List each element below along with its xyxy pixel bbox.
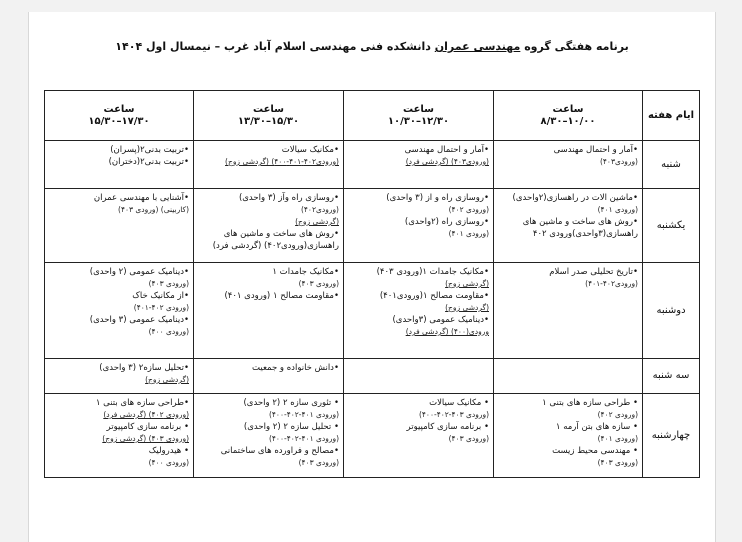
course-note: (ورودی ۴۰۳) <box>298 458 339 467</box>
course-name: • برنامه سازی کامپیوتر <box>406 422 489 432</box>
course-note: (ورودی ۴۰۰) <box>148 458 189 467</box>
course-name: •روش های ساخت و ماشین های <box>223 229 339 239</box>
schedule-row <box>45 189 700 263</box>
course-name: راهسازی(۳واحدی)ورودی ۴۰۲ <box>532 229 638 239</box>
course-note: (ورودی ۴۰۲) (گردشی فرد) <box>103 410 189 419</box>
slot-header <box>45 91 194 141</box>
day-cell: شنبه <box>643 141 700 189</box>
course-name: • مهندسی محیط زیست <box>552 446 638 456</box>
course-name: •روسازی راه (۲واحدی) <box>404 217 489 227</box>
course-note: (ورودی ۴۰۱) <box>597 205 638 214</box>
course-cell <box>344 141 494 189</box>
course-name: • طراحی سازه های بتنی ۱ <box>542 398 638 408</box>
course-note: (ورودی ۴۰۳) <box>148 279 189 288</box>
slot-label: ساعت <box>103 103 135 115</box>
schedule-table <box>44 90 700 478</box>
course-name: • مکانیک سیالات <box>429 398 489 408</box>
day-cell: یکشنبه <box>643 189 700 263</box>
course-note: (گردشی زوج) <box>445 303 489 312</box>
course-note: (ورودی ۴۰۲) <box>448 205 489 214</box>
course-note: (ورودی ۴۰۳-۴۰۲-۴۰۰) <box>418 410 489 419</box>
course-cell <box>494 141 643 189</box>
course-name: •روش های ساخت و ماشین های <box>522 217 638 227</box>
slot-time: ۱۰/۳۰–۱۲/۳۰ <box>387 115 450 127</box>
slot-label: ساعت <box>552 103 584 115</box>
course-note: (ورودی ۴۰۱-۴۰۲-۴۰۰) <box>268 410 339 419</box>
slot-time: ۸/۳۰–۱۰/۰۰ <box>540 115 596 127</box>
course-name: •دینامیک عمومی (۳واحدی) <box>392 315 489 325</box>
course-name: • تحلیل سازه ۲ (۲ واحدی) <box>243 422 339 432</box>
slot-label: ساعت <box>252 103 284 115</box>
course-note: (ورودی۴۰۳) (گردشی فرد) <box>405 157 489 166</box>
course-cell <box>45 263 194 359</box>
course-name: •تربیت بدنی۲(پسران) <box>110 145 189 155</box>
course-name: •آشنایی با مهندسی عمران <box>93 193 189 203</box>
course-note: (ورودی ۴۰۱) <box>597 434 638 443</box>
course-name: •مکانیک سیالات <box>281 145 339 155</box>
course-name: •مصالح و فراورده های ساختمانی <box>220 446 339 456</box>
slot-label: ساعت <box>402 103 434 115</box>
course-note: (ورودی۴۰۳) <box>599 157 638 166</box>
course-name: راهسازی(ورودی۴۰۲) (گردشی فرد) <box>212 241 339 251</box>
course-name: •مقاومت مصالح ۱(ورودی۴۰۱) <box>379 291 489 301</box>
course-note: (ورودی۴۰۲) <box>300 205 339 214</box>
course-cell <box>344 394 494 478</box>
course-name: •مقاومت مصالح ۱ (ورودی ۴۰۱) <box>224 291 339 301</box>
course-name: • سازه های بتن آرمه ۱ <box>555 422 638 432</box>
course-name: •آمار و احتمال مهندسی <box>404 145 489 155</box>
slot-header <box>494 91 643 141</box>
slot-time: ۱۵/۳۰–۱۷/۳۰ <box>88 115 150 127</box>
course-note: (گردشی زوج) <box>445 279 489 288</box>
course-name: •روسازی راه وآز (۳ واحدی) <box>238 193 339 203</box>
course-name: •دینامیک عمومی (۲ واحدی) <box>89 267 189 277</box>
course-note: (ورودی ۴۰۳) <box>597 458 638 467</box>
title-group: مهندسی عمران <box>434 40 521 53</box>
course-name: •دانش خانواده و جمعیت <box>252 363 339 373</box>
course-note: (ورودی ۴۰۰) <box>148 327 189 336</box>
schedule-row <box>45 359 700 394</box>
course-note: (ورودی۴۰۲-۴۰۱-۴۰۰) (گردشی زوج) <box>225 157 339 166</box>
day-cell: چهارشنبه <box>643 394 700 478</box>
course-note: (ورودی ۴۰۲) <box>597 410 638 419</box>
course-cell <box>45 141 194 189</box>
course-name: •از مکانیک خاک <box>132 291 189 301</box>
course-cell <box>194 359 344 394</box>
course-note: (ورودی ۴۰۳) <box>298 279 339 288</box>
course-cell <box>194 263 344 359</box>
course-note: ورودی(۴۰۰) (گردشی فرد) <box>405 327 489 336</box>
course-note: (ورودی ۴۰۲-۴۰۱) <box>133 303 189 312</box>
course-name: •تحلیل سازه۲ (۳ واحدی) <box>99 363 189 373</box>
course-cell <box>194 189 344 263</box>
slot-header <box>194 91 344 141</box>
course-note: (ورودی ۴۰۱) <box>448 229 489 238</box>
course-note: (گردشی زوج) <box>145 375 189 384</box>
course-name: • تئوری سازه ۲ (۲ واحدی) <box>243 398 339 408</box>
header-row <box>45 91 700 141</box>
course-cell <box>344 263 494 359</box>
course-name: •تربیت بدنی۲(دختران) <box>108 157 189 167</box>
course-cell <box>45 394 194 478</box>
schedule-row <box>45 263 700 359</box>
course-note: (ورودی ۴۰۳) <box>448 434 489 443</box>
course-note: (ورودی ۴۰۳) (گردشی زوج) <box>102 434 189 443</box>
course-name: •آمار و احتمال مهندسی <box>553 145 638 155</box>
course-name: •ماشین الات در راهسازی(۲واحدی) <box>512 193 638 203</box>
course-note: (گردشی زوج) <box>295 217 339 226</box>
title-prefix: برنامه هفتگی گروه <box>524 40 629 53</box>
course-name: •دینامیک عمومی (۳ واحدی) <box>89 315 189 325</box>
course-cell <box>194 394 344 478</box>
course-name: •طراحی سازه های بتنی ۱ <box>95 398 189 408</box>
day-cell: دوشنبه <box>643 263 700 359</box>
course-name: • برنامه سازی کامپیوتر <box>106 422 189 432</box>
day-cell: سه شنبه <box>643 359 700 394</box>
slot-time: ۱۳/۳۰–۱۵/۳۰ <box>237 115 300 127</box>
course-cell <box>194 141 344 189</box>
schedule-row <box>45 141 700 189</box>
course-cell <box>494 263 643 359</box>
course-name: •مکانیک جامدات ۱ <box>272 267 339 277</box>
course-name: •مکانیک جامدات ۱(ورودی ۴۰۳) <box>376 267 489 277</box>
document-page <box>28 12 716 542</box>
course-name: •روسازی راه و از (۳ واحدی) <box>386 193 489 203</box>
page-title <box>29 40 715 53</box>
course-name: •تاریخ تحلیلی صدر اسلام <box>549 267 638 277</box>
slot-header <box>344 91 494 141</box>
schedule-row <box>45 394 700 478</box>
course-name: • هیدرولیک <box>148 446 189 456</box>
course-note: (ورودی۴۰۲-۴۰۱) <box>585 279 638 288</box>
course-note: (ورودی ۴۰۱-۴۰۲-۴۰۰) <box>268 434 339 443</box>
course-cell <box>344 359 494 394</box>
course-cell <box>494 359 643 394</box>
course-cell <box>344 189 494 263</box>
course-cell <box>45 359 194 394</box>
course-cell <box>45 189 194 263</box>
course-cell <box>494 394 643 478</box>
day-header: ایام هفته <box>643 91 700 141</box>
course-cell <box>494 189 643 263</box>
course-note: (کاربینی) (ورودی ۴۰۳) <box>118 205 189 214</box>
title-suffix: دانشکده فنی مهندسی اسلام آباد غرب – نیمسال اول ۱۴۰۴ <box>115 40 431 53</box>
